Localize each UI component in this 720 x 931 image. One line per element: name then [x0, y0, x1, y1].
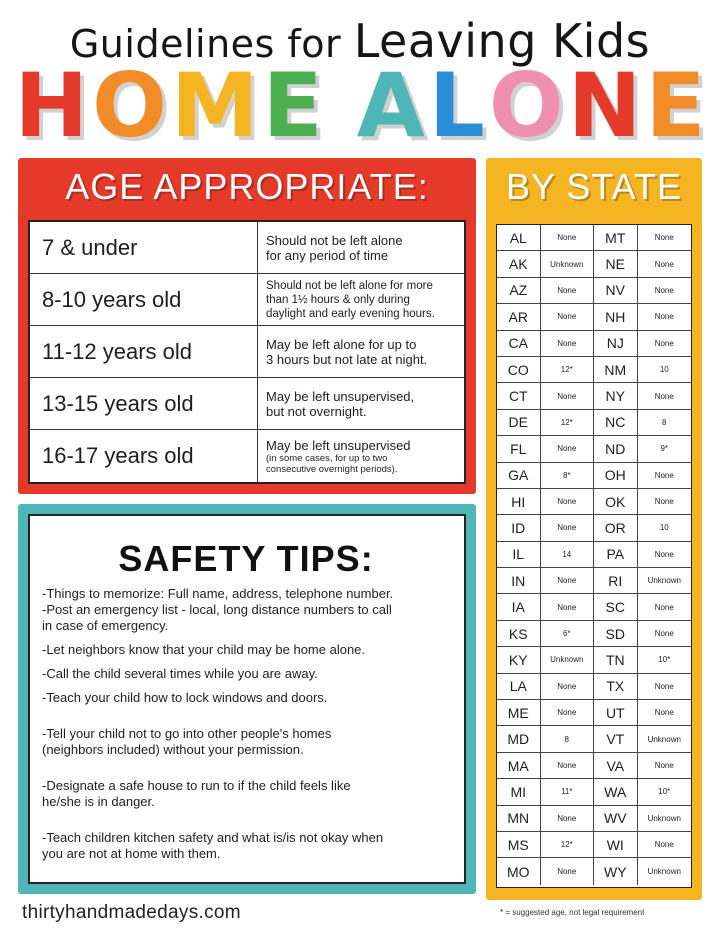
safety-tip: (neighbors included) without your permission. [42, 742, 304, 757]
state-abbr: KS [497, 621, 541, 646]
state-min-age: None [654, 259, 674, 269]
age-row [30, 222, 464, 274]
age-row [30, 430, 464, 482]
age-row [30, 326, 464, 378]
guideline-line: for any period of time [266, 247, 389, 263]
state-abbr: OH [594, 463, 638, 488]
state-abbr: IL [497, 542, 541, 567]
state-abbr: AK [497, 251, 541, 276]
state-abbr: OR [594, 515, 638, 540]
age-range: 16-17 years old [30, 430, 258, 482]
state-row [497, 779, 691, 805]
state-min-age: 10 [659, 523, 669, 533]
state-abbr: CO [497, 357, 541, 382]
age-row [30, 378, 464, 430]
safety-tip: -Let neighbors know that your child may be home alone. [42, 642, 366, 657]
state-min-age: None [654, 233, 674, 243]
guideline-line: May be left unsupervised [266, 437, 411, 453]
state-min-age: None [541, 278, 594, 303]
title-letter: M [170, 54, 259, 157]
state-min-age: None [654, 391, 674, 401]
subtitle-plain: Guidelines for [69, 22, 354, 66]
safety-tips-panel [18, 504, 476, 894]
title-letter: E [262, 54, 323, 157]
state-min-age: None [654, 840, 674, 850]
state-abbr: WA [594, 779, 638, 804]
state-abbr: OK [594, 489, 638, 514]
state-row [497, 383, 691, 409]
state-row [497, 647, 691, 673]
state-min-age: None [541, 331, 594, 356]
state-min-age: None [541, 700, 594, 725]
state-min-age: None [654, 602, 674, 612]
state-abbr: AL [497, 225, 541, 250]
safety-tip: -Post an emergency list - local, long distance numbers to call [42, 602, 392, 617]
state-abbr: HI [497, 489, 541, 514]
state-row [497, 436, 691, 462]
state-abbr: SC [594, 594, 638, 619]
guideline-line: May be left unsupervised, [266, 388, 415, 404]
safety-tip: in case of emergency. [42, 618, 169, 633]
state-abbr: NH [594, 304, 638, 329]
state-min-age: Unknown [647, 867, 681, 877]
age-guideline [258, 222, 464, 273]
state-abbr: SD [594, 621, 638, 646]
state-min-age: 8* [541, 463, 594, 488]
state-abbr: NV [594, 278, 638, 303]
state-min-age: None [654, 629, 674, 639]
state-min-age: None [654, 761, 674, 770]
state-abbr: VA [594, 753, 638, 778]
state-min-age: 10* [658, 787, 671, 797]
guideline-line: 3 hours but not late at night. [266, 351, 428, 367]
state-min-age: None [654, 312, 674, 322]
by-state-heading: BY STATE [505, 166, 683, 207]
state-abbr: KY [497, 647, 541, 672]
state-min-age: 11* [541, 779, 594, 804]
state-abbr: WY [594, 858, 638, 884]
state-abbr: NJ [594, 331, 638, 356]
state-min-age: Unknown [647, 734, 681, 744]
guideline-line: Should not be left alone [266, 232, 403, 248]
state-min-age: 12* [541, 357, 594, 382]
state-abbr: ID [497, 515, 541, 540]
state-row [497, 832, 691, 858]
state-min-age: None [541, 753, 594, 778]
state-min-age: 9* [660, 444, 669, 454]
state-min-age: Unknown [647, 576, 681, 586]
state-abbr: NM [594, 357, 638, 382]
state-row [497, 594, 691, 620]
state-min-age: None [541, 515, 594, 540]
state-min-age: None [541, 858, 594, 884]
state-abbr: RI [594, 568, 638, 593]
safety-tip: -Teach children kitchen safety and what is/is not okay when [42, 830, 384, 845]
state-abbr: GA [497, 463, 541, 488]
state-row [497, 463, 691, 489]
state-min-age: None [654, 497, 674, 507]
state-abbr: IA [497, 594, 541, 619]
subtitle-script: Leaving Kids [353, 14, 651, 68]
title-letter: H [14, 54, 89, 157]
footer-url: thirtyhandmadedays.com [22, 902, 241, 923]
state-abbr: NY [594, 383, 638, 408]
state-min-age: None [541, 568, 594, 593]
state-abbr: ME [497, 700, 541, 725]
state-min-age: None [541, 383, 594, 408]
state-min-age: Unknown [541, 647, 594, 672]
safety-tip: -Tell your child not to go into other people's homes [42, 726, 332, 741]
state-abbr: AR [497, 304, 541, 329]
safety-tips-heading: SAFETY TIPS: [118, 538, 374, 579]
safety-tip: -Things to memorize: Full name, address, telephone number. [42, 586, 394, 601]
by-state-panel [486, 158, 702, 900]
state-min-age: None [541, 806, 594, 831]
state-row [497, 357, 691, 383]
safety-tip: -Call the child several times while you are away. [42, 666, 318, 681]
state-abbr: WV [594, 806, 638, 831]
state-min-age: None [654, 708, 674, 718]
state-min-age: None [654, 470, 674, 480]
age-range: 8-10 years old [30, 274, 258, 325]
state-abbr: MD [497, 726, 541, 751]
state-min-age: Unknown [541, 251, 594, 276]
state-abbr: MA [497, 753, 541, 778]
state-min-age: 6* [541, 621, 594, 646]
state-abbr: MI [497, 779, 541, 804]
state-row [497, 331, 691, 357]
guideline-line: but not overnight. [266, 403, 367, 419]
state-min-age: None [541, 225, 594, 250]
guideline-line: daylight and early evening hours. [266, 307, 435, 320]
state-abbr: TN [594, 647, 638, 672]
safety-tips-card [28, 514, 466, 884]
guideline-line: Should not be left alone for more [266, 279, 433, 292]
safety-tip: -Designate a safe house to run to if the child feels like [42, 778, 351, 793]
state-row [497, 515, 691, 541]
state-row [497, 489, 691, 515]
title-letter: O [488, 54, 564, 157]
state-min-age: None [654, 338, 674, 348]
state-row [497, 674, 691, 700]
state-abbr: AZ [497, 278, 541, 303]
page-title [0, 54, 720, 157]
state-abbr: CT [497, 383, 541, 408]
state-min-age: 8 [541, 726, 594, 751]
state-abbr: IN [497, 568, 541, 593]
title-letter: A [356, 54, 425, 157]
state-row [497, 304, 691, 330]
state-min-age: 10 [659, 365, 669, 375]
state-abbr: CA [497, 331, 541, 356]
state-min-age: None [654, 681, 674, 691]
guideline-line: (in some cases, for up to two [266, 452, 388, 464]
title-letter: L [428, 54, 485, 157]
state-min-age: 10* [658, 655, 671, 665]
state-abbr: MT [594, 225, 638, 250]
state-min-age: 12* [541, 410, 594, 435]
age-guideline [258, 274, 464, 325]
state-abbr: MO [497, 858, 541, 884]
age-guideline [258, 326, 464, 377]
state-row [497, 251, 691, 277]
title-letter: E [645, 54, 706, 157]
state-min-age: None [541, 594, 594, 619]
age-appropriate-panel [18, 158, 476, 494]
age-row [30, 274, 464, 326]
state-row [497, 225, 691, 251]
state-abbr: ND [594, 436, 638, 461]
state-abbr: VT [594, 726, 638, 751]
state-min-age: 12* [541, 832, 594, 857]
state-row [497, 806, 691, 832]
state-min-age: Unknown [647, 813, 681, 823]
state-row [497, 278, 691, 304]
state-min-age: None [541, 489, 594, 514]
state-abbr: MN [497, 806, 541, 831]
state-abbr: TX [594, 674, 638, 699]
guideline-line: consecutive overnight periods). [266, 463, 398, 475]
state-row [497, 568, 691, 594]
guideline-line: than 1½ hours & only during [266, 293, 410, 306]
state-min-age: None [541, 304, 594, 329]
state-min-age: None [654, 285, 674, 295]
state-min-age: 8 [662, 417, 667, 427]
guideline-line: May be left alone for up to [266, 336, 417, 352]
safety-tip: he/she is in danger. [42, 794, 155, 809]
age-range: 7 & under [30, 222, 258, 273]
age-table [28, 220, 466, 484]
state-abbr: NC [594, 410, 638, 435]
state-abbr: MS [497, 832, 541, 857]
state-table [496, 224, 692, 888]
state-row [497, 726, 691, 752]
state-abbr: DE [497, 410, 541, 435]
footnote: * = suggested age, not legal requirement [500, 908, 645, 917]
age-guideline [258, 378, 464, 429]
age-range: 13-15 years old [30, 378, 258, 429]
title-letter: O [92, 54, 167, 157]
state-abbr: NE [594, 251, 638, 276]
state-min-age: 14 [541, 542, 594, 567]
state-row [497, 542, 691, 568]
state-abbr: UT [594, 700, 638, 725]
state-min-age: None [541, 436, 594, 461]
state-row [497, 700, 691, 726]
state-abbr: FL [497, 436, 541, 461]
age-range: 11-12 years old [30, 326, 258, 377]
state-row [497, 410, 691, 436]
state-abbr: WI [594, 832, 638, 857]
safety-tip: you are not at home with them. [42, 846, 221, 861]
state-row [497, 753, 691, 779]
age-guideline [258, 430, 464, 482]
state-abbr: LA [497, 674, 541, 699]
state-abbr: PA [594, 542, 638, 567]
state-row [497, 621, 691, 647]
state-row [497, 858, 691, 884]
state-min-age: None [654, 549, 674, 559]
age-appropriate-heading: AGE APPROPRIATE: [65, 166, 429, 207]
safety-tip: -Teach your child how to lock windows and doors. [42, 690, 328, 705]
title-letter: N [567, 54, 642, 157]
state-min-age: None [541, 674, 594, 699]
